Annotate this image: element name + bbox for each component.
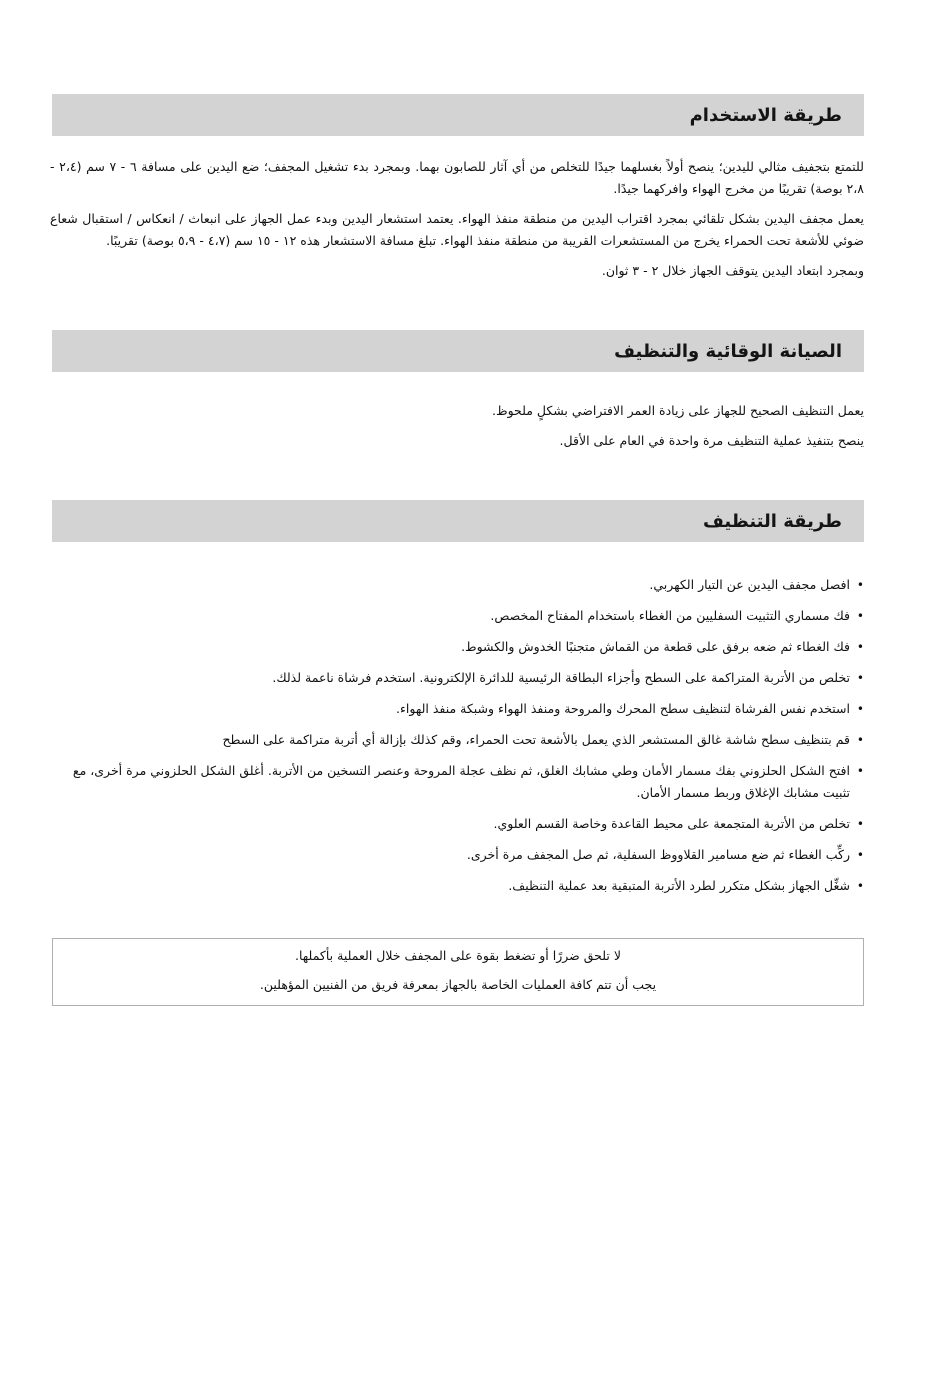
cleaning-step [50, 844, 864, 866]
maintenance-paragraph: يعمل التنظيف الصحيح للجهاز على زيادة العمر الافتراضي بشكلٍ ملحوظ. [492, 403, 864, 418]
warning-note-line: يجب أن تتم كافة العمليات الخاصة بالجهاز بمعرفة فريق من الفنيين المؤهلين. [259, 977, 657, 992]
bullet-icon: • [856, 817, 864, 831]
maintenance-paragraph: ينصح بتنفيذ عملية التنظيف مرة واحدة في العام على الأقل. [559, 433, 864, 448]
warning-note-line: لا تلحق ضررًا أو تضغط بقوة على المجفف خلال العملية بأكملها. [295, 948, 621, 963]
bullet-icon: • [856, 609, 864, 623]
maintenance-section-title: الصيانة الوقائية والتنظيف [614, 340, 842, 362]
cleaning-step-text: شغِّل الجهاز بشكل متكرر لطرد الأتربة المتبقية بعد عملية التنظيف. [508, 878, 850, 893]
cleaning-step [50, 636, 864, 658]
bullet-icon: • [856, 578, 864, 592]
usage-paragraph: للتمتع بتجفيف مثالي لليدين؛ ينصح أولاً بغسلهما جيدًا للتخلص من أي آثار للصابون بهما. وبمجرد بدء تشغيل المجفف؛ ضع اليدين على مسافة ٦ - ٧ سم (٢،٤ - ٢،٨ بوصة) تقريبًا من مخرج الهواء وافركهما جيدًا. [50, 159, 864, 196]
bullet-icon: • [856, 702, 864, 716]
cleaning-step-text: فك مسماري التثبيت السفليين من الغطاء باستخدام المفتاح المخصص. [490, 608, 850, 623]
bullet-icon: • [856, 733, 864, 747]
cleaning-step [50, 760, 864, 804]
cleaning-step [50, 574, 864, 596]
cleaning-step [50, 667, 864, 689]
usage-section-body [50, 156, 864, 290]
warning-note-box [52, 938, 864, 1006]
cleaning-step-text: افتح الشكل الحلزوني بفك مسمار الأمان وطي مشابك الغلق، ثم نظف عجلة المروحة وعنصر التسخين من الأتربة. أغلق الشكل الحلزوني مرة أخرى، مع تثبيت مشابك الإغلاق وربط مسمار الأمان. [72, 763, 850, 800]
maintenance-section-body [50, 400, 864, 460]
cleaning-step [50, 729, 864, 751]
cleaning-step-text: تخلص من الأتربة المتراكمة على السطح وأجزاء البطاقة الرئيسية للدائرة الإلكترونية. استخدم فرشاة ناعمة لذلك. [272, 670, 850, 685]
cleaning-step-text: استخدم نفس الفرشاة لتنظيف سطح المحرك والمروحة ومنفذ الهواء وشبكة منفذ الهواء. [396, 701, 850, 716]
cleaning-step [50, 605, 864, 627]
bullet-icon: • [856, 879, 864, 893]
bullet-icon: • [856, 764, 864, 778]
usage-paragraph: يعمل مجفف اليدين بشكل تلقائي بمجرد اقتراب اليدين من منطقة منفذ الهواء. يعتمد استشعار اليدين وبدء عمل الجهاز على انبعاث / انعكاس / استقبال شعاع ضوئي للأشعة تحت الحمراء يخرج من المستشعرات القريبة من منطقة منفذ الهواء. تبلغ مسافة الاستشعار هذه ١٢ - ١٥ سم (٤،٧ - ٥،٩ بوصة) تقريبًا. [50, 211, 864, 248]
cleaning-step-text: قم بتنظيف سطح شاشة غالق المستشعر الذي يعمل بالأشعة تحت الحمراء، وقم كذلك بإزالة أي أتربة متراكمة على السطح [222, 732, 850, 747]
maintenance-section-header [52, 330, 864, 372]
usage-paragraph: وبمجرد ابتعاد اليدين يتوقف الجهاز خلال ٢ - ٣ ثوان. [601, 263, 864, 278]
cleaning-step-text: فك الغطاء ثم ضعه برفق على قطعة من القماش متجنبًا الخدوش والكشوط. [461, 639, 850, 654]
cleaning-step-text: افصل مجفف اليدين عن التيار الكهربي. [649, 577, 850, 592]
usage-section-header [52, 94, 864, 136]
cleaning-step-text: ركِّب الغطاء ثم ضع مسامير القلاووظ السفلية، ثم صل المجفف مرة أخرى. [466, 847, 850, 862]
cleaning-step [50, 698, 864, 720]
bullet-icon: • [856, 640, 864, 654]
cleaning-section-header [52, 500, 864, 542]
usage-section-title: طريقة الاستخدام [689, 104, 842, 126]
bullet-icon: • [856, 848, 864, 862]
bullet-icon: • [856, 671, 864, 685]
cleaning-steps-list [50, 574, 864, 906]
cleaning-step-text: تخلص من الأتربة المتجمعة على محيط القاعدة وخاصة القسم العلوي. [493, 816, 850, 831]
cleaning-step [50, 813, 864, 835]
cleaning-section-title: طريقة التنظيف [703, 510, 842, 532]
cleaning-step [50, 875, 864, 897]
